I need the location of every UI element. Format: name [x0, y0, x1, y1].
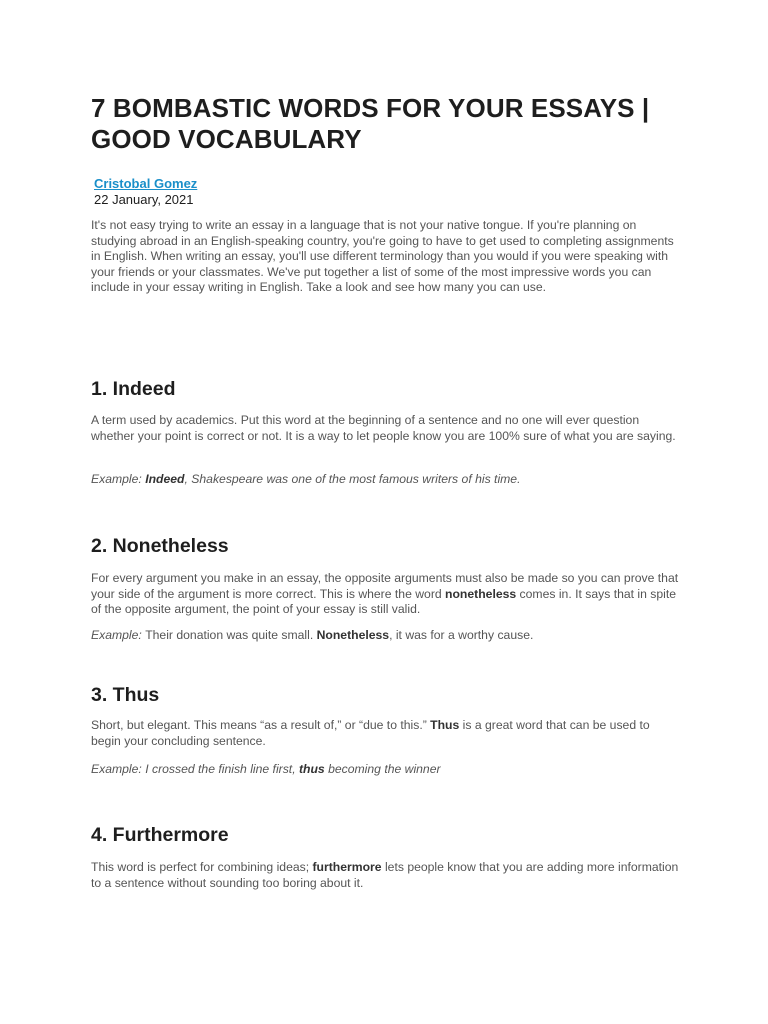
- example-keyword: thus: [298, 762, 325, 776]
- section-example-thus: [91, 762, 681, 778]
- body-text: Short, but elegant. This means “as a result of,” or “due to this.”: [91, 718, 431, 732]
- section-heading-furthermore: 4. Furthermore: [91, 824, 229, 846]
- article-title: 7 BOMBASTIC WORDS FOR YOUR ESSAYS | GOOD VOCABULARY: [91, 93, 650, 154]
- author-link[interactable]: Cristobal Gomez: [94, 176, 198, 191]
- example-label: Example:: [91, 628, 146, 642]
- section-body-nonetheless: [91, 571, 681, 618]
- example-text: , Shakespeare was one of the most famous writers of his time.: [184, 472, 521, 486]
- example-text: I crossed the finish line first,: [145, 762, 299, 776]
- example-label: Example:: [91, 762, 146, 776]
- section-body-thus: [91, 718, 681, 749]
- section-example-nonetheless: [91, 628, 681, 644]
- example-keyword: Nonetheless: [316, 628, 390, 642]
- body-text: This word is perfect for combining ideas;: [91, 860, 313, 874]
- body-keyword: furthermore: [312, 860, 382, 874]
- body-keyword: nonetheless: [445, 586, 517, 601]
- body-text: comes in. It says that in spite of the opposite argument, the point of your essay is still valid.: [91, 586, 677, 616]
- body-text: lets people know that you are adding more information to a sentence without sounding too boring about it.: [91, 860, 679, 890]
- body-text: A term used by academics. Put this word at the beginning of a sentence and no one will ever question whether your point is correct or not. It is a way to let people know you are 100% sure of what you are saying.: [91, 413, 676, 443]
- body-keyword: Thus: [430, 718, 460, 732]
- section-heading-nonetheless: 2. Nonetheless: [91, 535, 229, 557]
- section-body-indeed: [91, 413, 681, 444]
- publish-date: 22 January, 2021: [94, 192, 194, 207]
- section-heading-indeed: 1. Indeed: [91, 378, 176, 400]
- example-keyword: Indeed: [145, 472, 185, 486]
- example-label: Example:: [91, 472, 146, 486]
- example-text: becoming the winner: [324, 762, 441, 776]
- example-text: , it was for a worthy cause.: [389, 628, 534, 642]
- body-text: is a great word that can be used to begin your concluding sentence.: [91, 718, 650, 748]
- section-heading-thus: 3. Thus: [91, 684, 160, 706]
- example-text: Their donation was quite small.: [145, 628, 317, 642]
- body-text: For every argument you make in an essay, the opposite arguments must also be made so you can prove that your side of the argument is more correct. This is where the word: [91, 571, 679, 601]
- section-example-indeed: [91, 472, 681, 488]
- section-body-furthermore: [91, 860, 681, 891]
- intro-paragraph: It's not easy trying to write an essay in a language that is not your native tongue. If you're planning on studying abroad in an English-speaking country, you're going to have to get used to completing assignments in English. When writing an essay, you'll use different terminology than you would if you were speaking with your friends or your classmates. We've put together a list of some of the most impressive words you can include in your essay writing in English. Take a look and see how many you can use.: [91, 218, 674, 294]
